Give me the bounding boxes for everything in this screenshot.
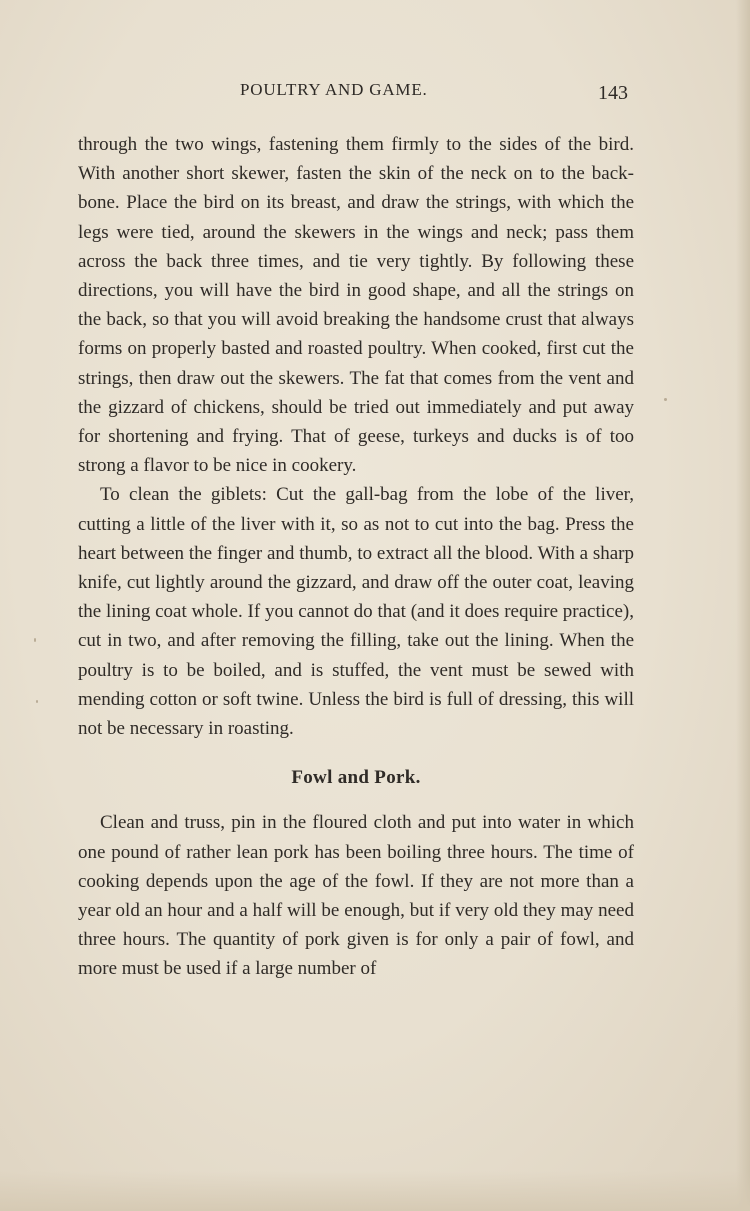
- page-body: [78, 130, 634, 984]
- paragraph-giblets: To clean the giblets: Cut the gall-bag from the lobe of the liver, cutting a little of the liver with it, so as not to cut into the bag. Press the heart between the finger and thumb, to extract all the blood. With a sharp knife, cut lightly around the gizzard, and draw off the outer coat, leaving the lining coat whole. If you cannot do that (and it does require practice), cut in two, and after removing the filling, take out the lining. When the poultry is to be boiled, and is stuffed, the vent must be sewed with mending cotton or soft twine. Unless the bird is full of dressing, this will not be necessary in roasting.: [78, 484, 634, 740]
- paragraph-fowl-and-pork: Clean and truss, pin in the floured cloth and put into water in which one pound of rather lean pork has been boiling three hours. The time of cooking depends upon the age of the fowl. If they are not more than a year old an hour and a half will be enough, but if very old they may need three hours. The quantity of pork given is for only a pair of fowl, and more must be used if a large number of: [78, 812, 634, 980]
- paper-speck: [36, 700, 38, 703]
- page-edge-shadow: [736, 0, 750, 1211]
- page-bottom-shadow: [0, 1171, 750, 1211]
- running-head: POULTRY AND GAME.: [240, 80, 428, 99]
- paper-speck: [34, 638, 36, 642]
- paragraph-trussing: through the two wings, fastening them firmly to the sides of the bird. With another short skewer, fasten the skin of the neck on to the back-bone. Place the bird on its breast, and draw the strings, with which the legs were tied, around the skewers in the wings and neck; pass them across the back three times, and tie very tightly. By following these directions, you will have the bird in good shape, and all the strings on the back, so that you will avoid breaking the handsome crust that always forms on properly basted and roasted poultry. When cooked, first cut the strings, then draw out the skewers. The fat that comes from the vent and the gizzard of chickens, should be tried out immediately and put away for shortening and frying. That of geese, turkeys and ducks is of too strong a flavor to be nice in cookery.: [78, 134, 634, 477]
- page-number: 143: [598, 82, 628, 104]
- section-heading: Fowl and Pork.: [291, 767, 421, 789]
- paper-speck: [664, 398, 667, 401]
- page-header: [0, 78, 750, 108]
